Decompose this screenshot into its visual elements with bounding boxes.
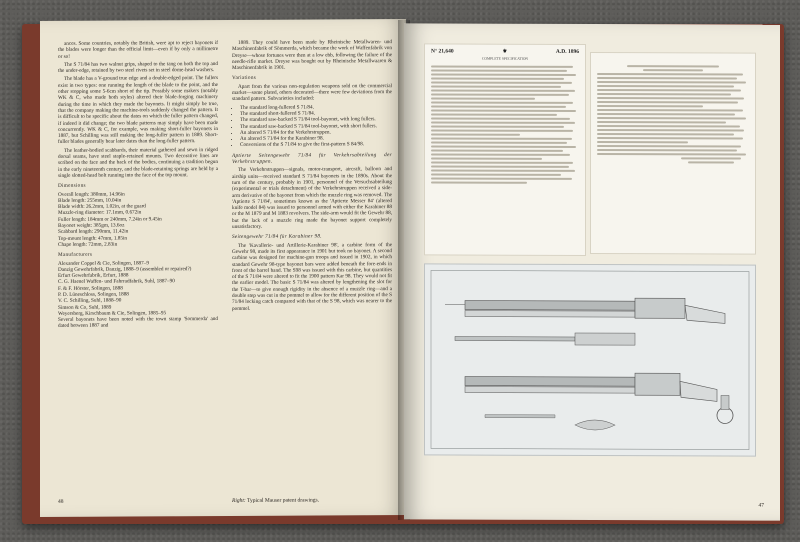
list-item: Overall length: 380mm, 14.96in: [58, 191, 125, 198]
list-item: • An altered S 71/84 for the Verkehrstruppen.: [240, 129, 392, 136]
paragraph: The 'Kavallerie- und Artillerie-Karabiner 98', a carbine form of the Gewehr 98, made its first appearance in 1901 but took no bayonet. A second carbine was designed for machine-gun troops and issued in 1902, in which standard Gewehr 98-type bayonet bars were added beneath the fore-ends in front of the barrel band. The S98 was issued with this carbine, but quantities of the S 71/84 were altered to fit the 1900 pattern Kar 98. They would not fit the earlier model. The basic S 71/84 was altered by lengthening the slot for the T-bar—to give enough rigidity in the absence of a muzzle ring—and a double step was cut in the pommel to allow for the different position of the S 71/84 locking catch compared with that of the S 98, which was nearer to the pommel.: [232, 241, 392, 312]
list-item: Top-mount length: 47mm, 1.85in: [58, 235, 127, 242]
list-item: Danzig Gewehrfabrik, Danzig, 1888–9 (assembled or repaired?): [58, 265, 192, 273]
left-page: [40, 19, 406, 517]
patent-header: [425, 44, 585, 57]
caption-text: Typical Mauser patent drawings.: [247, 497, 320, 504]
page-number-left: 48: [58, 498, 64, 505]
list-item: • The standard saw-backed S 71/84 tool-bayonet, with long fullers.: [240, 116, 392, 123]
patent-drawing: [424, 263, 756, 456]
list-item: Simson & Co, Suhl, 1889: [58, 304, 112, 311]
list-item: Alexander Coppel & Cie, Solingen, 1887–9: [58, 259, 149, 267]
list-item: F. & F. Hörster, Solingen, 1888: [58, 285, 123, 292]
dimensions-list: [58, 191, 218, 249]
right-page: [404, 23, 780, 520]
list-item: Bayonet weight: 385gm, 13.6oz: [58, 222, 125, 229]
paragraph: Apart from the various non-regulation weapons sold on the commercial market—some plated, others decorated—there were few deviations from the standard pattern. Subvarieties included:: [232, 82, 392, 103]
list-item: V. C. Schilling, Suhl, 1888–90: [58, 297, 122, 305]
list-item: Weyersberg, Kirschbaum & Cie, Solingen, 1885–95: [58, 310, 167, 317]
list-item: • The standard short-fullered S 71/84.: [240, 110, 392, 117]
list-item: Blade width: 26.2mm, 1.02in, at the guard: [58, 203, 146, 210]
patent-year: A.D. 1896: [555, 48, 579, 55]
paragraph: The Verkehrstruppen—signals, motor-transport, aircraft, balloon and airship units—received standard S 71/84 bayonets in the 1890s. About the turn of the century, probably in 1901, personnel of the Versuchsabteilung (experimental or trials detachment) of the Verkehrstruppen received a side-arm derivative of the bayonet from which the muzzle ring was removed. The 'Aptierte S 71/84', sometimes known as the 'Aptierte Messer 84' (altered knife model 84) was issued to personnel armed with either the Karabiner 88 or the M 1879 and M 1883 revolvers. The side-arm would fit the Gewehr 88, but the lack of a muzzle ring made the bayonet support completely unsatisfactory.: [232, 166, 392, 230]
page-number-right: 47: [758, 502, 764, 509]
list-item: • The standard saw-backed S 71/84 tool-bayonet, with short fullers.: [240, 123, 392, 130]
patent-document: [424, 43, 586, 256]
list-item: • An altered S 71/84 for the Karabiner 98.: [240, 135, 392, 142]
dimensions-heading: Dimensions: [58, 182, 86, 190]
bayonet-drawing-illustration: [425, 264, 755, 455]
list-item: Erfurt Gewehrfabrik, Erfurt, 1888: [58, 272, 129, 279]
variations-heading: Variations: [232, 75, 257, 82]
caption-label: Right:: [232, 497, 246, 504]
paragraph: ances. Some countries, notably the British, were apt to reject bayonets if the blades were longer than the official limit—even if by only a millimetre or so!: [58, 40, 218, 60]
patent-text-block: [425, 60, 585, 189]
paragraph: 1889. They could have been made by Rheinische Metallwaren- und Maschinenfabrik of Sömmerda, which became the work of Waffenfabrik von Dreyse—whose fortunes were then at a low ebb, following the failure of the needle-rifle market. Dreyse was bought out by Rheinische Metallwaaren & Maschinenfabrik in 1901.: [232, 39, 392, 72]
aptierte-heading: Aptierte Seitengewehr 71/84 für Verkehrsabteilung der Verkehrstruppen.: [232, 151, 392, 165]
patent-document-page2: [590, 52, 756, 255]
list-item: Muzzle-ring diameter: 17.1mm, 0.672in: [58, 209, 142, 217]
patent-subtitle: COMPLETE SPECIFICATION: [481, 56, 529, 61]
manufacturers-list: [58, 260, 218, 330]
paragraph: The blade has a V-ground true edge and a double-edged point. The fullers exist in two types: one running the length of the blade to the point, and the other stopping some 5-6cm short of the tip. Possibly some makers (notably WK & C, who made both styles) altered their blade-forging machinery during the time in which they made the bayonets. It might simply be true, that the company making the machine-tools suddenly changed the pattern. It is difficult to be specific about the dates on which the fuller pattern changed, if indeed it did change; the two blade patterns may simply have been made concurrently. WK & C, for example, was making short-fuller bayonets in 1887, but Schilling was still making the long-fuller pattern in 1889. Short-fuller blades generally bear later dates than the long-fuller pattern.: [58, 75, 218, 146]
patent-text-block: [591, 53, 755, 169]
list-item: Several bayonets have been noted with the town stamp 'Sommerda' and dated between 1887 and: [58, 316, 218, 330]
right-column: [232, 39, 392, 314]
list-item: • Conversions of the S 71/84 to give the first-pattern S 84/98.: [240, 142, 392, 149]
karabiner-heading: Seitengewehr 71/84 für Karabiner 98.: [232, 233, 322, 241]
list-item: Scabbard length: 290mm, 11.42in: [58, 228, 129, 236]
left-column: [58, 40, 218, 330]
variations-list: [232, 104, 392, 149]
figure-caption: [232, 497, 319, 503]
list-item: C. G. Haenel Waffen- und Fahrradfabrik, Suhl, 1887–90: [58, 278, 175, 286]
list-item: Blade length: 255mm, 10.04in: [58, 197, 122, 204]
list-item: Fuller length: 184mm or 240mm, 7.24in or 9.45in: [58, 216, 162, 223]
list-item: • The standard long-fullered S 71/84.: [240, 104, 392, 111]
crest-icon: ⚜: [502, 48, 508, 55]
paragraph: The leather-bodied scabbards, their material gathered and sewn in ridged dorsal seams, have steel staple-retained mounts. Two decorative lines are scribed on the face and the back of the bodies, continuing a tradition begun in the early nineteenth century, and the blade-retaining springs are held by a single slotted-head bolt running into the face of the top mount.: [58, 146, 218, 179]
manufacturers-heading: Manufacturers: [58, 251, 93, 259]
patent-number: N° 21,640: [431, 48, 454, 55]
paragraph: The S 71/84 has two walnut grips, shaped to the tang on both the top and the under-edge, retained by two steel rivets set in steel dome-head washers.: [58, 60, 218, 75]
list-item: P. D. Lüneschloss, Solingen, 1888: [58, 291, 129, 298]
list-item: Chape length: 72mm, 2.83in: [58, 241, 118, 248]
